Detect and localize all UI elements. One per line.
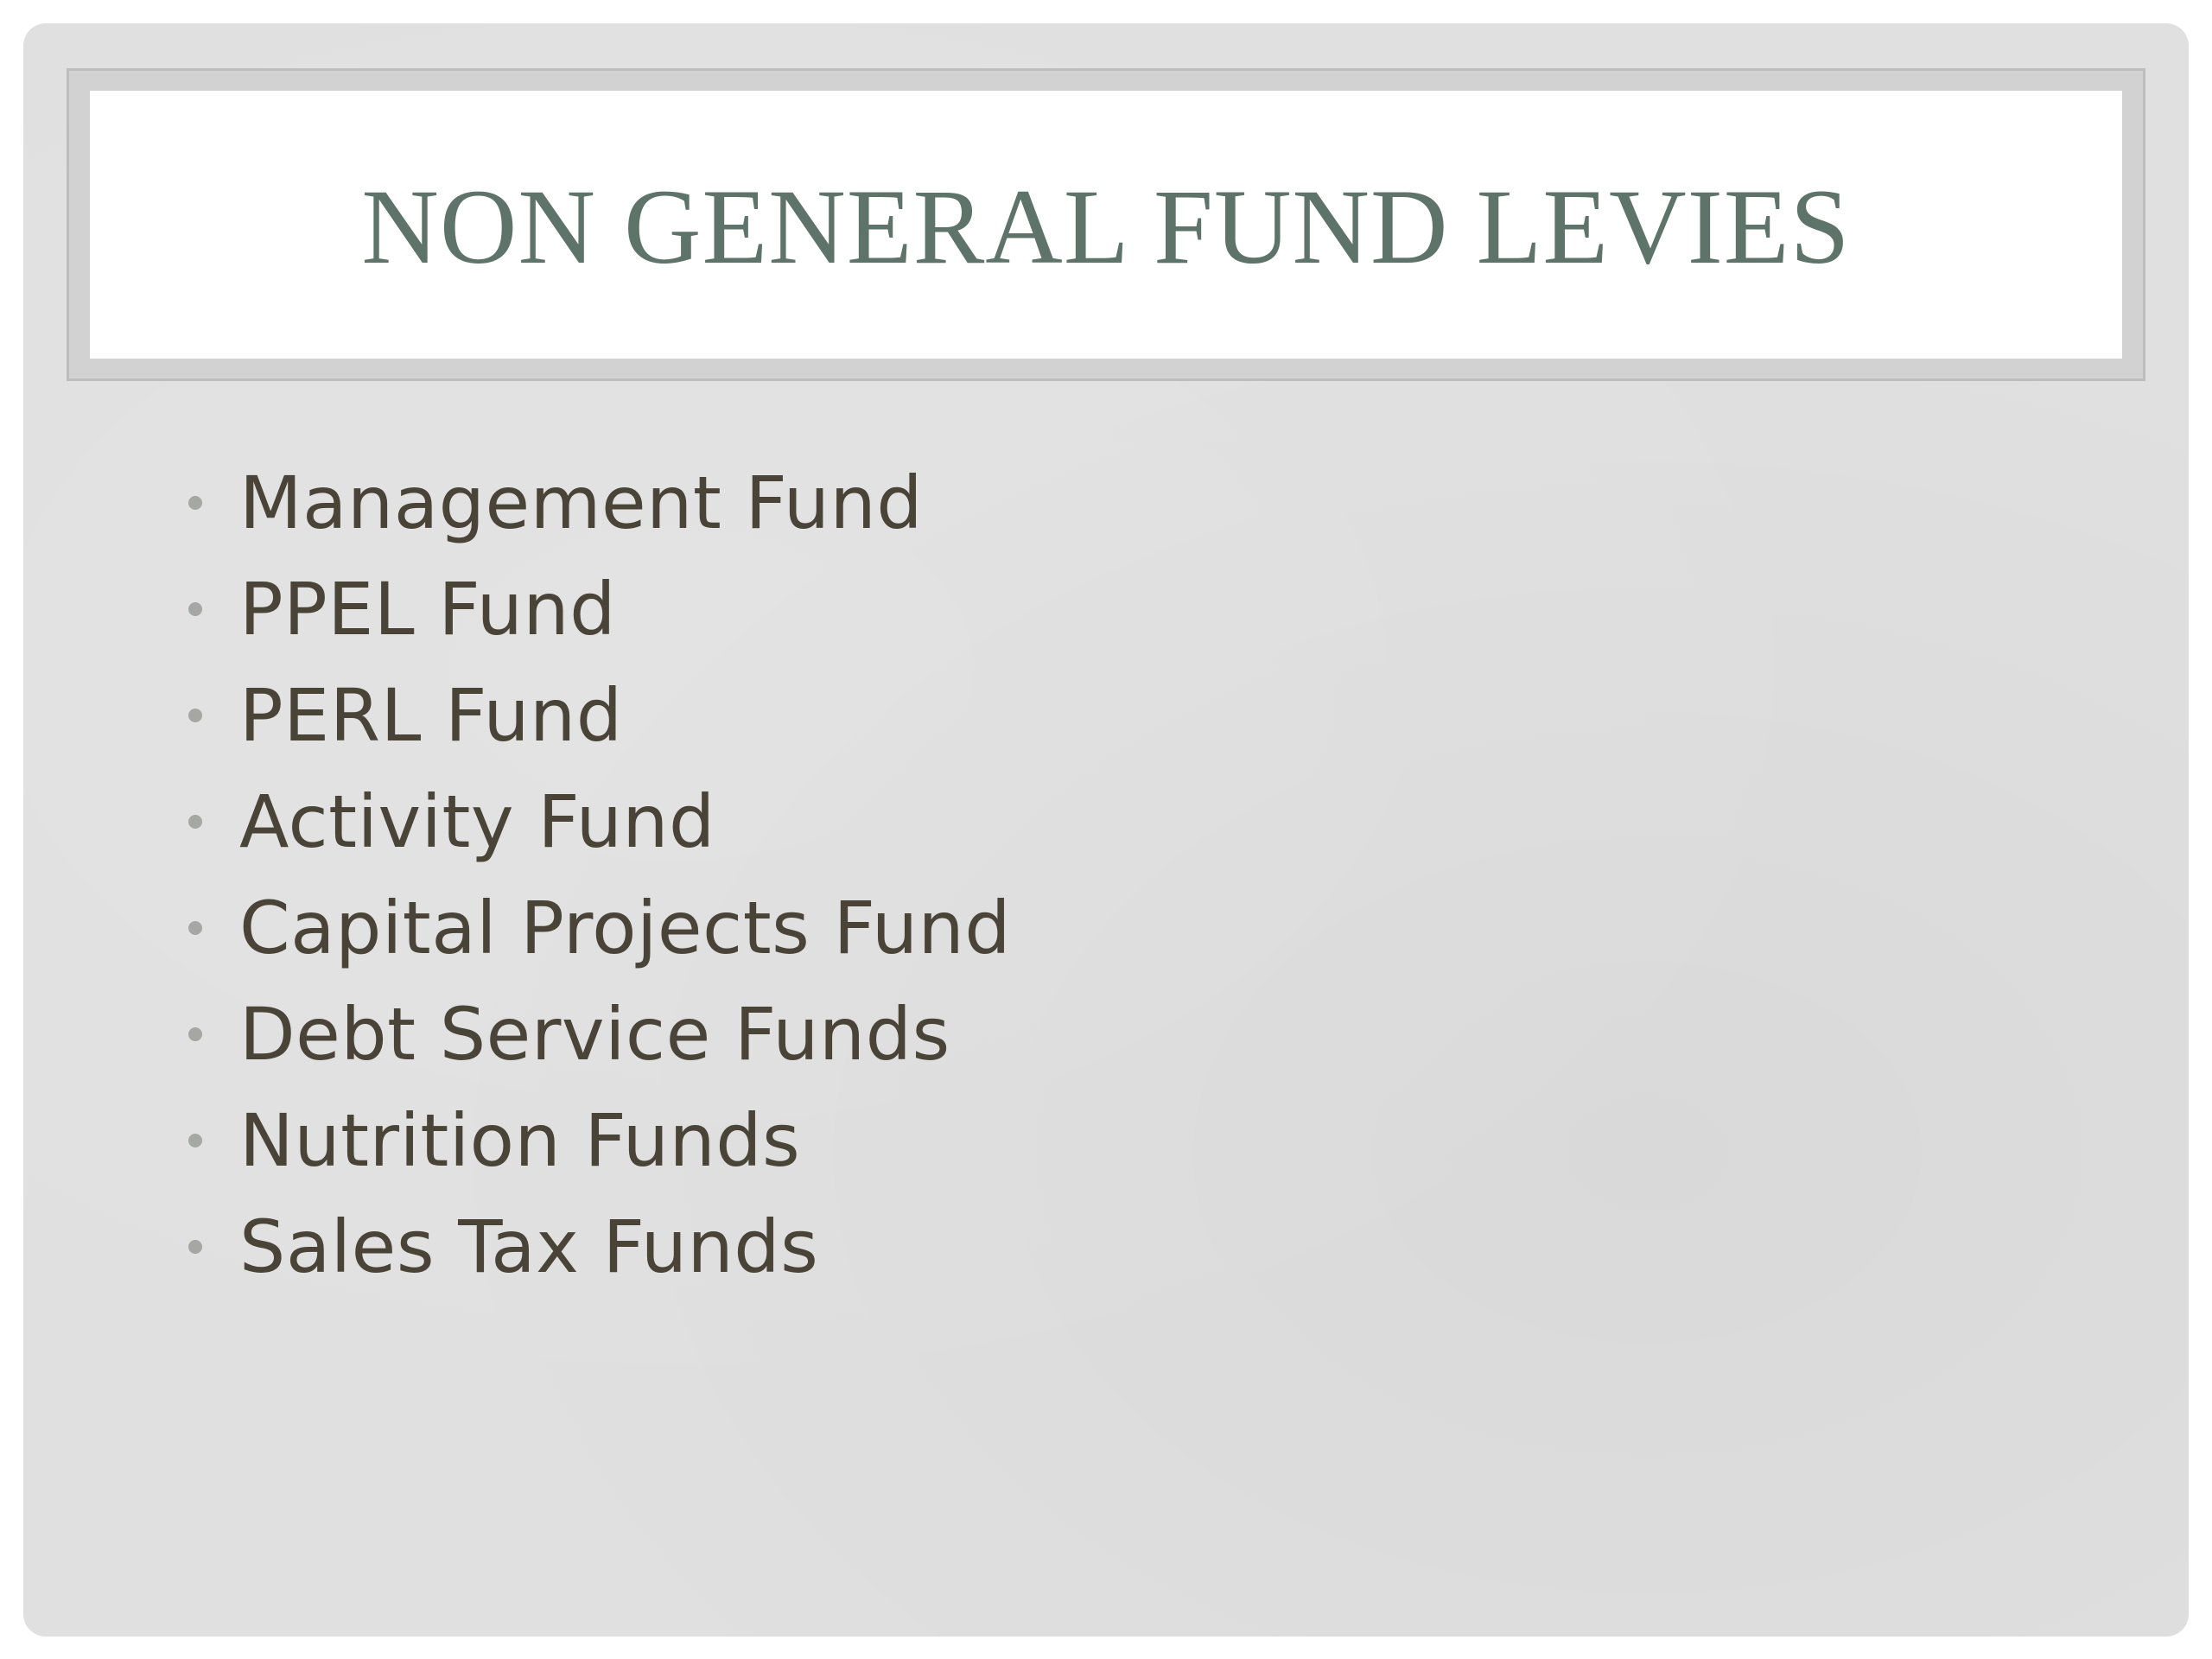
bullet-text: PERL Fund — [239, 672, 623, 758]
list-item — [160, 449, 1011, 556]
list-item — [160, 556, 1011, 662]
title-box — [90, 91, 2122, 359]
bullet-dot-icon — [188, 1134, 202, 1147]
list-item — [160, 768, 1011, 874]
list-item — [160, 1087, 1011, 1193]
title-frame — [67, 68, 2145, 381]
bullet-text: Debt Service Funds — [239, 991, 950, 1077]
bullet-dot-icon — [188, 496, 202, 510]
list-item — [160, 1193, 1011, 1300]
bullet-list — [160, 449, 1011, 1300]
bullet-text: Activity Fund — [239, 779, 715, 864]
bullet-text: Capital Projects Fund — [239, 885, 1012, 970]
list-item — [160, 662, 1011, 768]
bullet-text: PPEL Fund — [239, 566, 616, 652]
bullet-dot-icon — [188, 602, 202, 616]
bullet-dot-icon — [188, 815, 202, 829]
list-item — [160, 981, 1011, 1087]
slide — [23, 23, 2189, 1637]
bullet-text: Nutrition Funds — [239, 1097, 801, 1183]
bullet-dot-icon — [188, 1027, 202, 1041]
bullet-text: Management Fund — [239, 460, 924, 545]
bullet-dot-icon — [188, 1240, 202, 1254]
bullet-dot-icon — [188, 709, 202, 722]
slide-title: NON GENERAL FUND LEVIES — [361, 168, 1851, 286]
list-item — [160, 874, 1011, 981]
bullet-dot-icon — [188, 921, 202, 935]
bullet-text: Sales Tax Funds — [239, 1204, 819, 1289]
